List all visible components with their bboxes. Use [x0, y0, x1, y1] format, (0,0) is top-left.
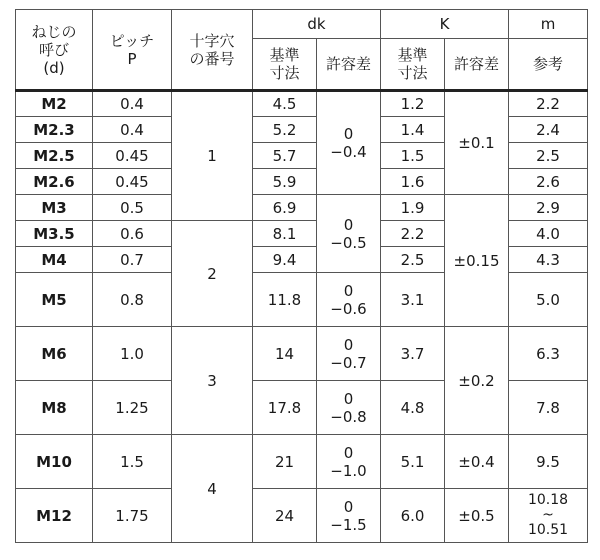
k-cell: 1.9	[381, 195, 445, 221]
k-cell: 4.8	[381, 381, 445, 435]
size-cell: M3.5	[16, 221, 93, 247]
dk-cell: 24	[253, 489, 317, 543]
m-cell: 2.9	[509, 195, 588, 221]
size-cell: M3	[16, 195, 93, 221]
m-cell: 2.5	[509, 143, 588, 169]
k-cell: 3.1	[381, 273, 445, 327]
m-cell: 2.6	[509, 169, 588, 195]
dk-tolerance-cell	[317, 435, 381, 489]
dk-tol-lower: −0.4	[330, 143, 367, 161]
dk-cell: 9.4	[253, 247, 317, 273]
dk-tolerance-cell	[317, 381, 381, 435]
header-dk-basic: 基準 寸法	[253, 39, 317, 91]
k-cell: 1.6	[381, 169, 445, 195]
pitch-cell: 0.4	[93, 91, 172, 117]
table-row	[16, 91, 588, 117]
size-cell: M2.3	[16, 117, 93, 143]
pitch-cell: 1.25	[93, 381, 172, 435]
pitch-cell: 0.6	[93, 221, 172, 247]
k-cell: 1.2	[381, 91, 445, 117]
k-cell: 2.2	[381, 221, 445, 247]
spec-table-container	[15, 9, 588, 543]
cross-number-cell: 4	[172, 435, 253, 543]
header-dk: dk	[253, 10, 381, 39]
cross-number-cell: 1	[172, 91, 253, 221]
size-cell: M12	[16, 489, 93, 543]
dk-cell: 8.1	[253, 221, 317, 247]
m-range-bottom: 10.51	[527, 521, 569, 538]
k-cell: 3.7	[381, 327, 445, 381]
dk-tol-lower: −0.5	[330, 233, 367, 252]
dk-cell: 11.8	[253, 273, 317, 327]
header-dk-tolerance: 許容差	[317, 39, 381, 91]
size-cell: M4	[16, 247, 93, 273]
dk-tol-lower: −1.0	[330, 461, 367, 480]
size-cell: M5	[16, 273, 93, 327]
pitch-cell: 0.5	[93, 195, 172, 221]
dk-cell: 4.5	[253, 91, 317, 117]
m-cell: 4.3	[509, 247, 588, 273]
k-tolerance-cell: ±0.2	[445, 327, 509, 435]
m-range-tilde: ~	[542, 507, 554, 524]
dk-tol-lower: −0.7	[330, 353, 367, 372]
dk-tol-upper: 0	[343, 281, 354, 300]
m-cell: 4.0	[509, 221, 588, 247]
header-k-tolerance: 許容差	[445, 39, 509, 91]
dk-tol-lower: −0.6	[330, 299, 367, 318]
header-k-basic: 基準 寸法	[381, 39, 445, 91]
size-cell: M6	[16, 327, 93, 381]
dk-tol-upper: 0	[343, 335, 354, 354]
dk-tolerance-cell	[317, 273, 381, 327]
k-tolerance-cell: ±0.1	[445, 91, 509, 195]
header-m-reference: 参考	[509, 39, 588, 91]
m-cell: 2.2	[509, 91, 588, 117]
table-row	[16, 195, 588, 221]
m-range-cell	[509, 489, 588, 543]
table-row	[16, 489, 588, 543]
pitch-cell: 0.45	[93, 169, 172, 195]
dk-cell: 5.2	[253, 117, 317, 143]
dk-cell: 6.9	[253, 195, 317, 221]
header-m: m	[509, 10, 588, 39]
k-tolerance-cell: ±0.4	[445, 435, 509, 489]
dk-cell: 5.7	[253, 143, 317, 169]
dk-tol-upper: 0	[343, 125, 354, 143]
m-cell: 9.5	[509, 435, 588, 489]
k-tolerance-cell: ±0.5	[445, 489, 509, 543]
pitch-cell: 1.0	[93, 327, 172, 381]
size-cell: M2	[16, 91, 93, 117]
dk-tolerance-cell	[317, 195, 381, 273]
dk-tol-lower: −0.8	[330, 407, 367, 426]
size-cell: M2.6	[16, 169, 93, 195]
dk-tolerance-cell	[317, 489, 381, 543]
dk-cell: 14	[253, 327, 317, 381]
m-cell: 6.3	[509, 327, 588, 381]
m-cell: 5.0	[509, 273, 588, 327]
pitch-cell: 0.4	[93, 117, 172, 143]
size-cell: M8	[16, 381, 93, 435]
k-tolerance-cell: ±0.15	[445, 195, 509, 327]
dk-tolerance-cell	[317, 91, 381, 195]
screw-dimension-table	[15, 9, 588, 543]
m-cell: 2.4	[509, 117, 588, 143]
k-cell: 6.0	[381, 489, 445, 543]
pitch-cell: 1.75	[93, 489, 172, 543]
header-size: ねじの 呼び (d)	[16, 10, 93, 91]
dk-cell: 17.8	[253, 381, 317, 435]
dk-tolerance-cell	[317, 327, 381, 381]
pitch-cell: 1.5	[93, 435, 172, 489]
k-cell: 2.5	[381, 247, 445, 273]
pitch-cell: 0.7	[93, 247, 172, 273]
header-pitch: ピッチ P	[93, 10, 172, 91]
dk-tol-upper: 0	[343, 497, 354, 516]
dk-cell: 21	[253, 435, 317, 489]
cross-number-cell: 2	[172, 221, 253, 327]
pitch-cell: 0.8	[93, 273, 172, 327]
pitch-cell: 0.45	[93, 143, 172, 169]
k-cell: 1.4	[381, 117, 445, 143]
k-cell: 1.5	[381, 143, 445, 169]
table-row	[16, 327, 588, 381]
size-cell: M10	[16, 435, 93, 489]
k-cell: 5.1	[381, 435, 445, 489]
m-cell: 7.8	[509, 381, 588, 435]
dk-cell: 5.9	[253, 169, 317, 195]
table-row	[16, 435, 588, 489]
cross-number-cell: 3	[172, 327, 253, 435]
header-cross-recess: 十字穴 の番号	[172, 10, 253, 91]
size-cell: M2.5	[16, 143, 93, 169]
dk-tol-upper: 0	[343, 215, 354, 234]
m-range-top: 10.18	[527, 492, 569, 509]
dk-tol-upper: 0	[343, 389, 354, 408]
header-k: K	[381, 10, 509, 39]
dk-tol-lower: −1.5	[330, 515, 367, 534]
dk-tol-upper: 0	[343, 443, 354, 462]
